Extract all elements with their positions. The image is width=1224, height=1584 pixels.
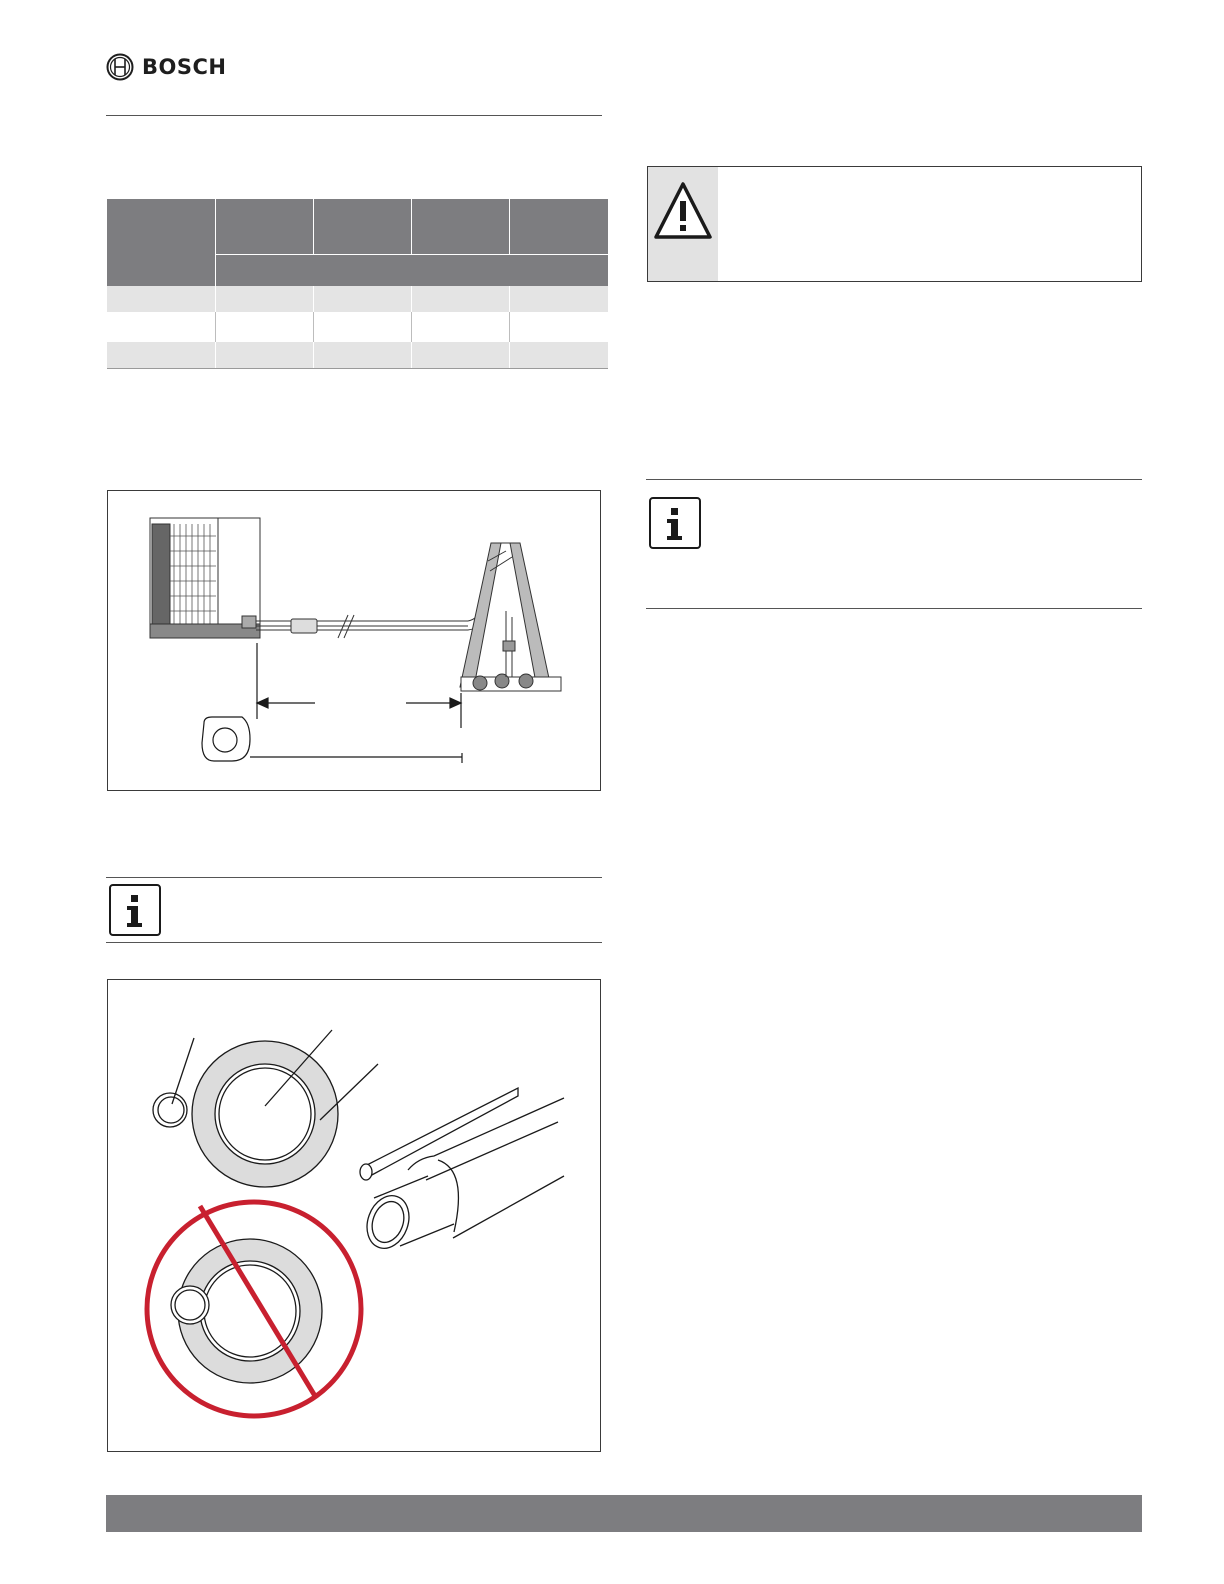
table-header-cell [107,199,215,286]
header-rule [106,115,602,116]
line-length-figure [107,490,601,791]
info-rule-top-right [646,479,1142,480]
tape-measure-icon [202,717,462,763]
insulation-figure [107,979,601,1452]
brand-name: BOSCH [142,55,227,79]
table-header-row [107,199,608,255]
footer-bar [106,1495,1142,1532]
warning-box [647,166,1142,282]
incorrect-insulation-cross-section [171,1239,322,1383]
warning-triangle-icon [648,175,718,245]
table-subheader-cell [215,255,608,287]
bosch-armature-icon [106,53,134,81]
table-row [107,342,608,369]
info-rule-bottom [106,942,602,943]
table-row [107,312,608,342]
insulation-illustration [108,980,600,1451]
info-icon [109,884,161,936]
warning-strip [648,167,718,281]
condenser-unit [150,518,260,638]
table-header-cell [509,199,608,255]
evaporator-coil [460,543,561,691]
info-icon [649,497,701,549]
table-header-cell [411,199,509,255]
info-rule-bottom-right [646,608,1142,609]
table-header-cell [313,199,411,255]
spec-table [107,199,608,369]
info-rule-top [106,877,602,878]
table-row [107,286,608,312]
correct-insulation-cross-section [153,1030,378,1187]
table-header-cell [215,199,313,255]
line-length-illustration [108,491,600,790]
pipe-illustration [360,1088,564,1254]
bosch-logo [106,52,236,82]
refrigerant-lines [256,609,486,638]
dimension-markers [257,643,461,728]
